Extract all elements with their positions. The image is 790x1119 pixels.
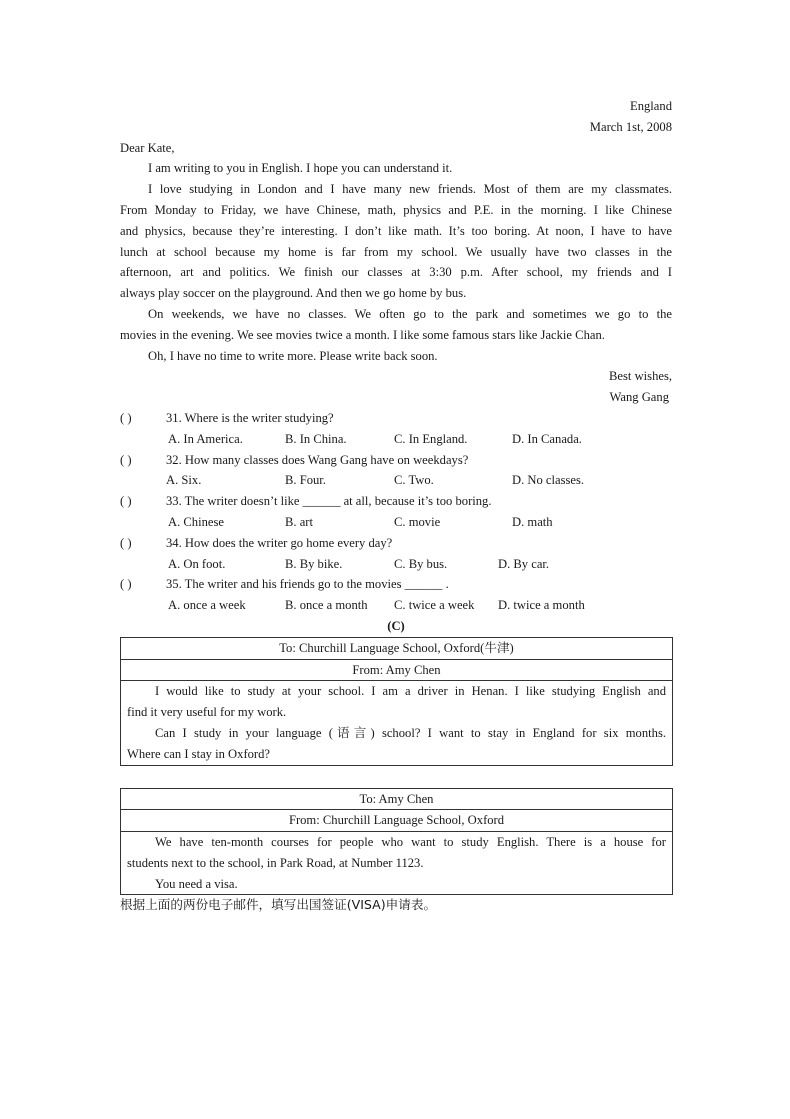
question-35 <box>120 574 672 595</box>
email-2-from: From: Churchill Language School, Oxford <box>121 810 673 832</box>
question-stem: 35. The writer and his friends go to the movies ______ . <box>166 577 449 592</box>
question-32-options <box>120 470 672 491</box>
question-31-options <box>120 429 672 450</box>
option-c[interactable]: C. By bus. <box>394 556 448 571</box>
body-line: I would like to study at your school. I am a driver in Henan. I like studying English and <box>155 684 666 699</box>
question-34 <box>120 533 672 554</box>
letter-date: March 1st, 2008 <box>589 119 672 134</box>
option-d[interactable]: D. twice a month <box>498 598 585 613</box>
letter-signature: Wang Gang <box>609 390 669 405</box>
question-33 <box>120 491 672 512</box>
option-c[interactable]: C. movie <box>394 514 441 529</box>
letter-closing: Best wishes, <box>609 369 672 384</box>
question-stem: 34. How does the writer go home every day? <box>166 535 393 550</box>
letter-paragraph-3 <box>120 304 672 346</box>
paragraph-line: and physics, because they’re interesting. I don’t like math. It’s too boring. At noon, I have to have <box>120 223 672 238</box>
question-35-options <box>120 595 672 616</box>
letter-paragraph-1: I am writing to you in English. I hope you can understand it. <box>148 161 453 176</box>
option-d[interactable]: D. In Canada. <box>512 431 582 446</box>
paragraph-line: lunch at school because my home is far from my school. We usually have two classes in the <box>120 244 672 259</box>
body-line: Can I study in your language (语言) school? I want to stay in England for six months. <box>155 725 666 740</box>
body-line: You need a visa. <box>155 876 238 891</box>
question-32 <box>120 450 672 471</box>
paragraph-line: always play soccer on the playground. And then we go home by bus. <box>120 286 467 301</box>
answer-blank[interactable]: ( ) <box>120 452 132 467</box>
email-1-from: From: Amy Chen <box>121 659 673 681</box>
paragraph-line: movies in the evening. We see movies twice a month. I like some famous stars like Jackie Chan. <box>120 327 605 342</box>
option-b[interactable]: B. Four. <box>285 473 326 488</box>
email-2-body <box>121 832 673 895</box>
question-34-options <box>120 554 672 575</box>
option-a[interactable]: A. Six. <box>166 473 202 488</box>
option-b[interactable]: B. art <box>285 514 313 529</box>
option-d[interactable]: D. By car. <box>498 556 550 571</box>
email-1-body <box>121 681 673 765</box>
question-stem: 33. The writer doesn’t like ______ at all, because it’s too boring. <box>166 494 492 509</box>
letter-paragraph-2 <box>120 179 672 304</box>
paragraph-line: afternoon, art and politics. We finish our classes at 3:30 p.m. After school, my friends and I <box>120 265 672 280</box>
email-2-to: To: Amy Chen <box>121 788 673 810</box>
answer-blank[interactable]: ( ) <box>120 577 132 592</box>
question-31 <box>120 408 672 429</box>
option-a[interactable]: A. On foot. <box>168 556 226 571</box>
email-1 <box>120 637 673 766</box>
body-line: students next to the school, in Park Road, at Number 1123. <box>127 855 424 870</box>
content <box>120 96 672 916</box>
letter-paragraph-4: Oh, I have no time to write more. Please write back soon. <box>148 348 438 363</box>
body-line: find it very useful for my work. <box>127 705 287 720</box>
letter-place: England <box>630 99 672 113</box>
answer-blank[interactable]: ( ) <box>120 410 132 425</box>
paragraph-line: From Monday to Friday, we have Chinese, math, physics and P.E. in the morning. I like Chinese <box>120 202 672 217</box>
option-c[interactable]: C. In England. <box>394 431 468 446</box>
section-label: (C) <box>387 618 405 633</box>
answer-blank[interactable]: ( ) <box>120 535 132 550</box>
option-d[interactable]: D. math <box>512 514 553 529</box>
option-a[interactable]: A. In America. <box>168 431 243 446</box>
question-33-options <box>120 512 672 533</box>
option-d[interactable]: D. No classes. <box>512 473 585 488</box>
option-a[interactable]: A. Chinese <box>168 514 224 529</box>
question-stem: 31. Where is the writer studying? <box>166 410 334 425</box>
option-b[interactable]: B. In China. <box>285 431 347 446</box>
instruction-text: 根据上面的两份电子邮件，填写出国签证(VISA)申请表。 <box>120 897 437 913</box>
answer-blank[interactable]: ( ) <box>120 494 132 509</box>
paragraph-line: I love studying in London and I have many new friends. Most of them are my classmates. <box>148 182 672 197</box>
question-list <box>120 408 672 616</box>
body-line: We have ten-month courses for people who want to study English. There is a house for <box>155 835 666 850</box>
letter-greeting: Dear Kate, <box>120 140 175 155</box>
email-1-to: To: Churchill Language School, Oxford(牛津) <box>121 637 673 659</box>
question-stem: 32. How many classes does Wang Gang have on weekdays? <box>166 452 469 467</box>
option-b[interactable]: B. By bike. <box>285 556 343 571</box>
paragraph-line: On weekends, we have no classes. We often go to the park and sometimes we go to the <box>148 306 672 321</box>
body-line: Where can I stay in Oxford? <box>127 746 271 761</box>
email-2 <box>120 788 673 896</box>
option-c[interactable]: C. Two. <box>394 473 434 488</box>
option-a[interactable]: A. once a week <box>168 598 246 613</box>
option-b[interactable]: B. once a month <box>285 598 368 613</box>
spacer <box>120 766 672 788</box>
option-c[interactable]: C. twice a week <box>394 598 475 613</box>
